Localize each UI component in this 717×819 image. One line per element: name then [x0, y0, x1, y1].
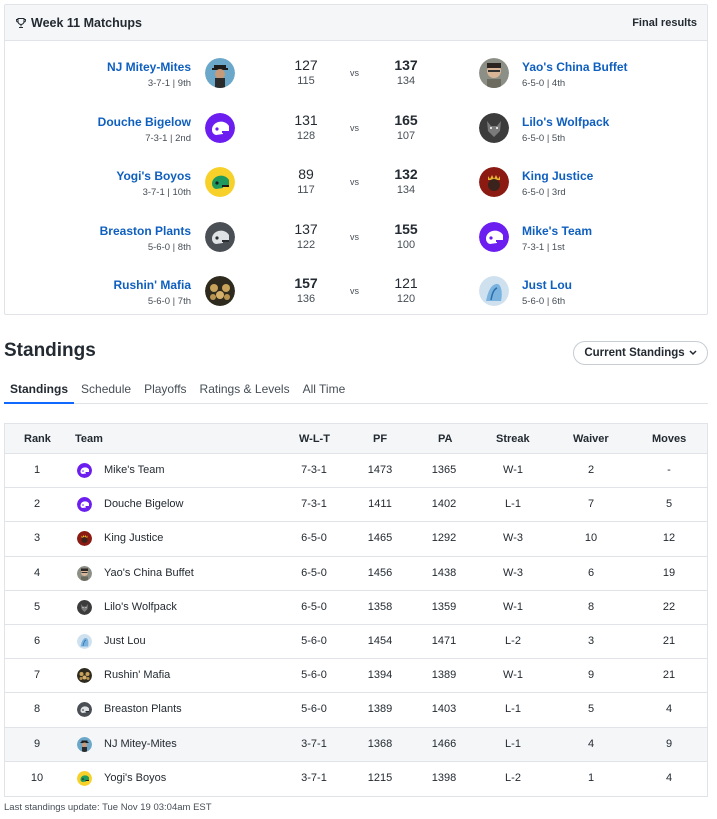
pf-cell: 1394: [367, 669, 393, 682]
waiver-cell: 10: [584, 532, 598, 545]
moves-cell: 12: [662, 532, 676, 545]
home-team-record: 5-6-0 | 8th: [147, 241, 191, 253]
matchup-row[interactable]: [5, 109, 707, 163]
waiver-cell: 8: [587, 600, 595, 613]
matchup-row[interactable]: [5, 163, 707, 217]
away-team-record: 6-5-0 | 4th: [522, 78, 566, 89]
home-team-info: [107, 60, 191, 89]
pf-cell: 1389: [367, 703, 393, 716]
rank-cell: 7: [33, 669, 41, 682]
moves-cell: -: [667, 464, 671, 476]
moves-cell: 5: [665, 498, 673, 511]
pa-cell: 1359: [431, 600, 457, 613]
home-score-block: [276, 109, 336, 142]
rank-cell: 8: [33, 703, 41, 716]
team-name-cell[interactable]: NJ Mitey-Mites: [104, 737, 177, 750]
wlt-cell: 5-6-0: [301, 703, 327, 716]
standings-table: [4, 423, 708, 797]
pa-cell: 1466: [431, 737, 457, 750]
standings-tabs: [4, 377, 708, 404]
team-avatar: [77, 771, 92, 786]
matchup-row[interactable]: [5, 218, 707, 272]
home-score: 137: [294, 220, 318, 237]
rank-cell: 10: [30, 771, 44, 784]
pf-cell: 1215: [367, 771, 393, 784]
wlt-cell: 5-6-0: [301, 669, 327, 682]
tab-standings[interactable]: Standings: [4, 377, 74, 404]
current-standings-dropdown[interactable]: [573, 341, 708, 365]
waiver-cell: 1: [587, 771, 595, 784]
team-avatar: [77, 634, 92, 649]
home-team-name[interactable]: NJ Mitey-Mites: [106, 60, 191, 74]
col-pf: PF: [373, 433, 388, 445]
team-avatar: [77, 600, 92, 615]
tab-all-time[interactable]: All Time: [302, 382, 346, 396]
away-team-name[interactable]: King Justice: [522, 169, 594, 183]
table-row[interactable]: [5, 591, 707, 625]
col-streak: Streak: [496, 433, 530, 445]
waiver-cell: 5: [587, 703, 595, 716]
team-avatar: [77, 463, 92, 478]
team-avatar: [77, 737, 92, 752]
streak-cell: L-1: [505, 703, 521, 716]
waiver-cell: 3: [587, 634, 595, 647]
moves-cell: 9: [665, 737, 673, 750]
home-team-record: 3-7-1 | 9th: [147, 78, 191, 89]
home-projected: 117: [297, 184, 315, 196]
pa-cell: 1389: [431, 669, 457, 682]
streak-cell: L-2: [505, 771, 521, 784]
home-team-info: [113, 278, 191, 307]
streak-cell: W-1: [503, 464, 523, 476]
trophy-icon: [15, 17, 27, 29]
home-score-block: [276, 218, 336, 251]
team-avatar: [479, 276, 509, 306]
pa-cell: 1292: [431, 532, 457, 545]
away-team-name[interactable]: Just Lou: [522, 278, 572, 292]
rank-cell: 9: [33, 737, 41, 750]
home-team-info: [116, 169, 191, 198]
matchups-card: [4, 4, 708, 315]
moves-cell: 4: [665, 771, 673, 784]
pf-cell: 1465: [367, 532, 393, 545]
rank-cell: 5: [33, 600, 41, 613]
away-projected: 120: [396, 293, 416, 305]
team-avatar: [205, 276, 235, 306]
pf-cell: 1456: [367, 566, 393, 579]
away-team-info: [522, 169, 593, 198]
vs-label: vs: [350, 177, 359, 187]
pa-cell: 1402: [431, 498, 457, 511]
pf-cell: 1473: [367, 464, 393, 476]
waiver-cell: 6: [587, 566, 595, 579]
pa-cell: 1398: [431, 771, 457, 784]
table-row[interactable]: [5, 762, 707, 796]
team-avatar: [77, 497, 92, 512]
moves-cell: 19: [662, 566, 676, 579]
home-team-name[interactable]: Breaston Plants: [99, 223, 191, 238]
team-avatar: [205, 58, 235, 88]
team-avatar: [479, 113, 509, 143]
away-score: 155: [394, 220, 418, 237]
away-score: 165: [394, 111, 418, 128]
home-projected: 128: [296, 129, 316, 142]
team-avatar: [205, 113, 235, 143]
table-row[interactable]: [5, 488, 707, 522]
home-team-record: 3-7-1 | 10th: [142, 187, 191, 198]
home-score-block: [276, 163, 336, 196]
matchups-title: Week 11 Matchups: [31, 15, 142, 30]
table-row[interactable]: [5, 693, 707, 727]
vs-label: vs: [350, 286, 359, 296]
away-team-name[interactable]: Lilo's Wolfpack: [522, 114, 610, 129]
table-row[interactable]: [5, 625, 707, 659]
pf-cell: 1411: [368, 498, 392, 511]
team-name-cell[interactable]: King Justice: [104, 532, 164, 545]
team-name-cell[interactable]: Lilo's Wolfpack: [104, 600, 177, 613]
streak-cell: W-3: [503, 532, 523, 545]
away-team-record: 5-6-0 | 6th: [522, 296, 566, 307]
pa-cell: 1471: [431, 634, 457, 647]
wlt-cell: 5-6-0: [301, 634, 327, 647]
away-score-block: [376, 272, 436, 305]
away-score-block: [376, 163, 436, 196]
home-score-block: [276, 272, 336, 305]
rank-cell: 4: [33, 566, 41, 579]
away-score-block: [376, 109, 436, 142]
away-score: 121: [394, 275, 418, 291]
waiver-cell: 2: [587, 464, 595, 476]
moves-cell: 4: [665, 703, 673, 716]
streak-cell: L-2: [505, 634, 521, 647]
tab-playoffs[interactable]: Playoffs: [144, 382, 187, 396]
standings-update-note: Last standings update: Tue Nov 19 03:04am EST: [4, 802, 212, 813]
home-score: 157: [294, 275, 318, 291]
away-team-name[interactable]: Yao's China Buffet: [522, 60, 628, 74]
team-name-cell[interactable]: Just Lou: [104, 634, 146, 647]
home-score: 89: [298, 166, 314, 182]
tab-ratings-levels[interactable]: Ratings & Levels: [199, 382, 290, 396]
col-pa: PA: [438, 433, 453, 445]
pa-cell: 1403: [431, 703, 457, 716]
wlt-cell: 3-7-1: [301, 771, 327, 784]
dropdown-label: Current Standings: [584, 347, 685, 359]
team-avatar: [205, 167, 235, 197]
chevron-down-icon: [689, 350, 697, 356]
matchup-row[interactable]: [5, 54, 707, 108]
away-score: 137: [394, 57, 418, 73]
team-name-cell[interactable]: Breaston Plants: [104, 703, 182, 716]
home-team-name[interactable]: Rushin' Mafia: [113, 278, 191, 292]
moves-cell: 21: [662, 669, 676, 682]
col-wlt: W-L-T: [299, 433, 330, 445]
vs-label: vs: [350, 68, 359, 78]
moves-cell: 21: [662, 634, 676, 647]
streak-cell: W-1: [503, 600, 523, 613]
streak-cell: L-1: [505, 498, 521, 511]
home-score: 131: [294, 111, 318, 128]
away-team-info: [522, 278, 572, 307]
home-projected: 122: [296, 238, 316, 251]
home-score-block: [276, 54, 336, 87]
waiver-cell: 7: [587, 498, 595, 511]
table-row[interactable]: [5, 557, 707, 591]
team-avatar: [479, 222, 509, 252]
wlt-cell: 6-5-0: [301, 600, 327, 613]
results-status: Final results: [632, 16, 697, 29]
table-row[interactable]: [5, 728, 707, 762]
away-team-info: [522, 115, 609, 144]
team-avatar: [479, 58, 509, 88]
rank-cell: 3: [33, 532, 41, 545]
team-avatar: [77, 668, 92, 683]
away-team-record: 6-5-0 | 5th: [522, 132, 566, 144]
team-name-cell[interactable]: Rushin' Mafia: [104, 669, 171, 682]
away-team-record: 7-3-1 | 1st: [522, 241, 565, 253]
home-projected: 136: [296, 293, 316, 305]
wlt-cell: 6-5-0: [301, 532, 327, 545]
rank-cell: 6: [33, 634, 41, 647]
home-team-record: 7-3-1 | 2nd: [145, 132, 191, 144]
wlt-cell: 7-3-1: [301, 464, 327, 476]
pa-cell: 1438: [431, 566, 457, 579]
pf-cell: 1454: [367, 634, 393, 647]
wlt-cell: 3-7-1: [301, 737, 327, 750]
away-team-info: [522, 224, 592, 253]
tab-schedule[interactable]: Schedule: [81, 382, 132, 396]
away-score: 132: [394, 166, 418, 182]
away-projected: 134: [396, 184, 416, 196]
team-name-cell[interactable]: Yogi's Boyos: [104, 771, 167, 784]
waiver-cell: 9: [587, 669, 595, 682]
team-avatar: [479, 167, 509, 197]
vs-label: vs: [350, 231, 359, 242]
away-projected: 100: [396, 238, 416, 251]
home-team-info: [100, 224, 191, 253]
col-moves: Moves: [652, 433, 687, 445]
away-score-block: [376, 218, 436, 251]
team-name-cell[interactable]: Douche Bigelow: [104, 498, 184, 511]
away-team-info: [522, 60, 628, 89]
home-team-name[interactable]: Douche Bigelow: [97, 114, 191, 129]
rank-cell: 2: [33, 498, 41, 511]
away-projected: 107: [396, 129, 416, 142]
standings-title: Standings: [4, 340, 96, 361]
team-avatar: [77, 702, 92, 717]
pa-cell: 1365: [431, 464, 457, 476]
away-team-record: 6-5-0 | 3rd: [522, 187, 566, 198]
home-score: 127: [294, 57, 318, 73]
home-team-record: 5-6-0 | 7th: [147, 296, 191, 307]
team-avatar: [77, 531, 92, 546]
team-avatar: [205, 222, 235, 252]
col-team: Team: [75, 433, 103, 445]
col-waiver: Waiver: [573, 433, 609, 445]
moves-cell: 22: [662, 600, 676, 613]
away-team-name[interactable]: Mike's Team: [522, 223, 592, 238]
matchup-row[interactable]: [5, 272, 707, 326]
streak-cell: L-1: [505, 737, 521, 750]
table-header: [5, 424, 707, 454]
col-rank: Rank: [24, 433, 51, 445]
home-team-name[interactable]: Yogi's Boyos: [116, 169, 191, 183]
table-row[interactable]: [5, 454, 707, 488]
table-row[interactable]: [5, 659, 707, 693]
waiver-cell: 4: [587, 737, 595, 750]
streak-cell: W-3: [503, 566, 523, 579]
team-name-cell[interactable]: Yao's China Buffet: [104, 566, 194, 579]
matchups-header: [5, 5, 707, 41]
team-avatar: [77, 566, 92, 581]
home-projected: 115: [297, 75, 315, 87]
rank-cell: 1: [33, 464, 41, 476]
table-row[interactable]: [5, 522, 707, 556]
pf-cell: 1368: [367, 737, 393, 750]
streak-cell: W-1: [503, 669, 523, 682]
wlt-cell: 7-3-1: [301, 498, 327, 511]
wlt-cell: 6-5-0: [301, 566, 327, 579]
away-score-block: [376, 54, 436, 87]
home-team-info: [98, 115, 191, 144]
away-projected: 134: [396, 75, 416, 87]
pf-cell: 1358: [367, 600, 393, 613]
team-name-cell[interactable]: Mike's Team: [104, 464, 165, 476]
vs-label: vs: [350, 122, 359, 133]
